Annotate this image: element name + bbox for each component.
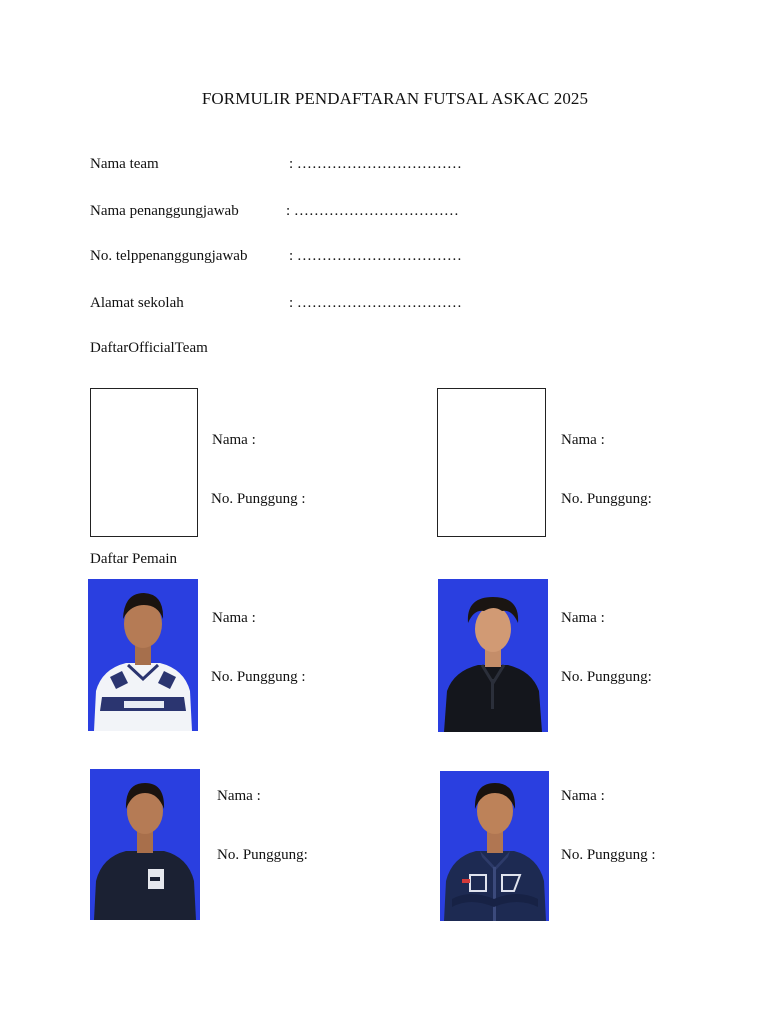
player-number-label: No. Punggung: [217,847,308,863]
official-name-label: Nama : [212,432,256,448]
form-title: FORMULIR PENDAFTARAN FUTSAL ASKAC 2025 [201,89,589,108]
official-section-heading: DaftarOfficialTeam [90,340,208,356]
field-label-school-address: Alamat sekolah [90,295,184,311]
player-number-label: No. Punggung : [561,847,656,863]
player-name-label: Nama : [561,610,605,626]
player-photo [88,579,198,731]
player-photo [438,579,548,732]
official-name-label: Nama : [561,432,605,448]
player-number-label: No. Punggung: [561,669,652,685]
player-photo [440,771,549,921]
field-label-team-name: Nama team [90,156,159,172]
player-photo [90,769,200,920]
player-name-label: Nama : [561,788,605,804]
official-photo-frame [437,388,546,537]
field-value-pic-name: : …………………………… [286,203,459,219]
field-value-team-name: : …………………………… [289,156,462,172]
player-name-label: Nama : [212,610,256,626]
official-number-label: No. Punggung: [561,491,652,507]
official-photo-frame [90,388,198,537]
field-value-school-address: : …………………………… [289,295,462,311]
player-number-label: No. Punggung : [211,669,306,685]
official-number-label: No. Punggung : [211,491,306,507]
field-label-pic-phone: No. telppenanggungjawab [90,248,248,264]
field-value-pic-phone: : …………………………… [289,248,462,264]
players-section-heading: Daftar Pemain [90,551,178,567]
field-label-pic-name: Nama penanggungjawab [90,203,239,219]
player-name-label: Nama : [217,788,261,804]
